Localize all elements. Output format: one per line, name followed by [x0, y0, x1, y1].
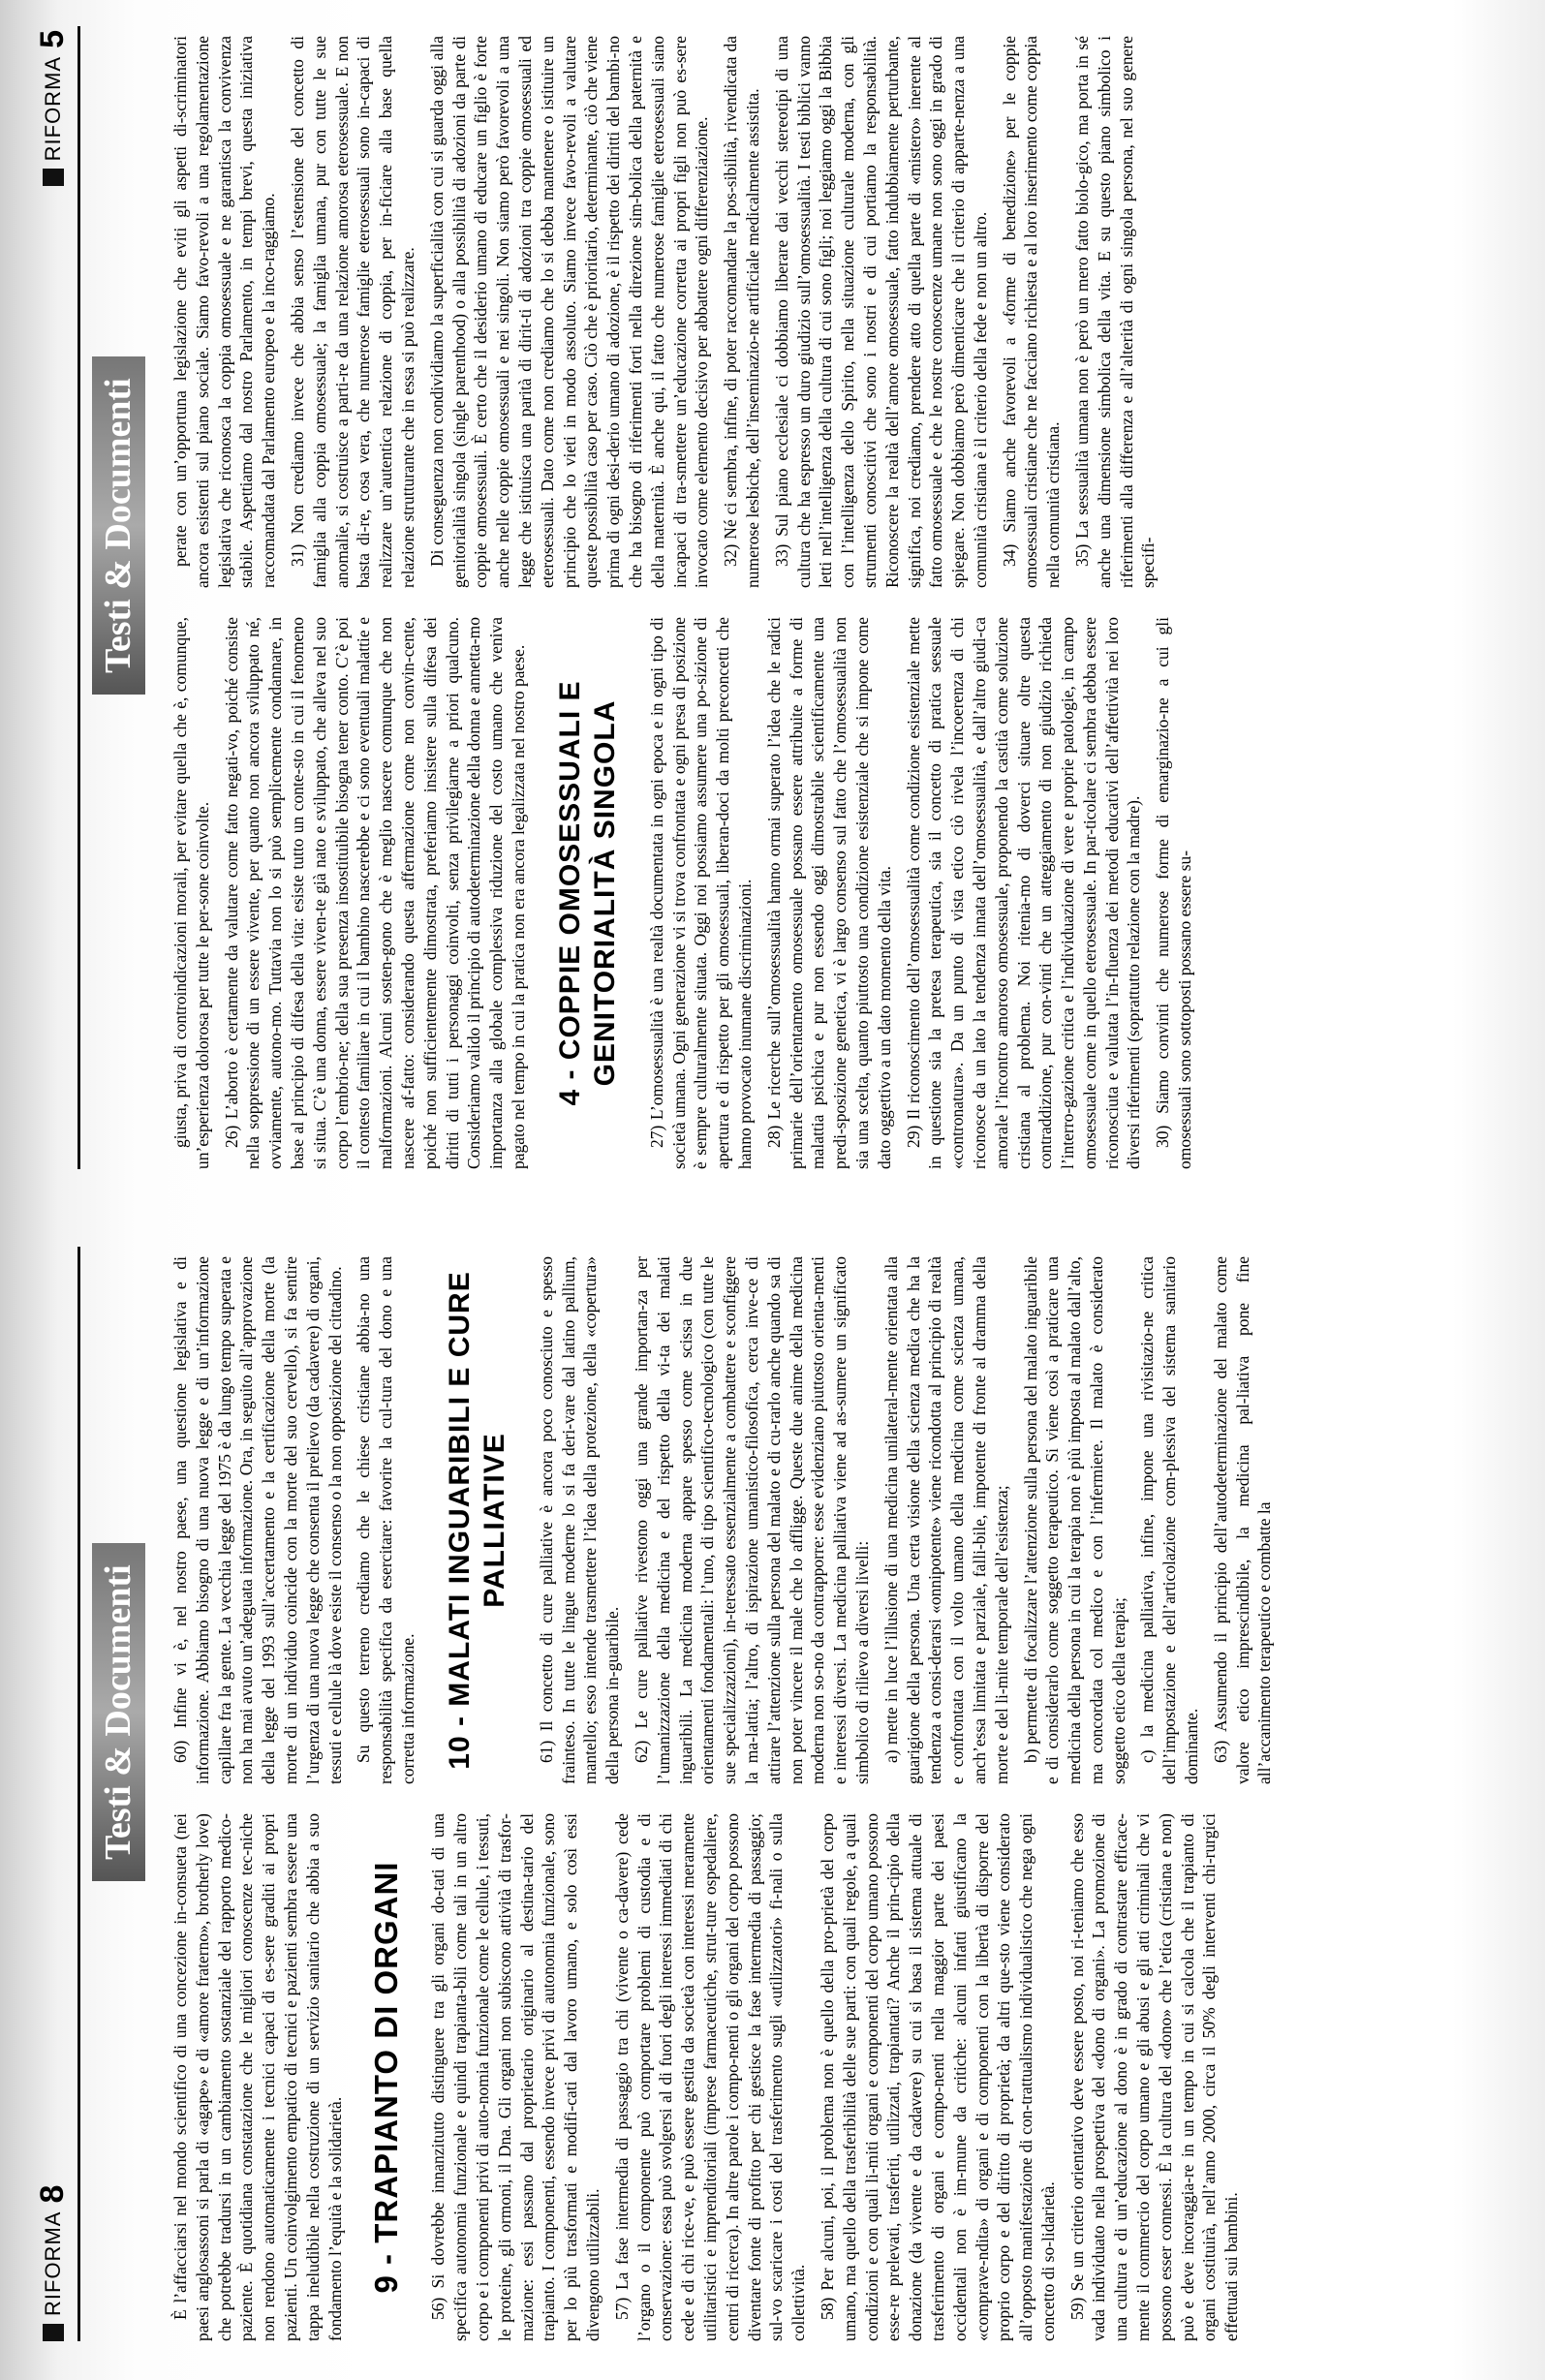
paragraph: È l’affacciarsi nel mondo scientifico di una concezione in-consueta (nei paesi anglosassoni si parla di «agape» e di «amore fraterno», brotherly love) che potrebbe tradursi in un cambiamento sostanziale del rapporto medico-paziente. È quotidiana constatazione che le migliori conoscenze tec-niche non rendono automaticamente i tecnici capaci di es-sere graditi ai propri pazienti. Un coinvolgimento empatico di tecnici e pazienti sembra essere una tappa ineludibile nella costruzione di un servizio sanitario che abbia a suo fondamento l’equità e la solidarietà. [170, 1813, 345, 2341]
paragraph: 57) La fase intermedia di passaggio tra chi (vivente o ca-davere) cede l’organo o il componente può comportare problemi di custodia e di conservazione: essa può svolgersi al di fuori degli interessi immediati di chi cede e di chi rice-ve, e può essere gestita da società con interessi meramente utilitaristici e imprenditoriali (imprese farmaceutiche, strut-ture ospedaliere, centri di ricerca). In altre parole i compo-nenti o gli organi del corpo possono diventare fonte di profitto per chi gestisce la fase intermedia di passaggio; sul-vo scaricare i costi del trasferimento sugli «utilizzatori» fi-nali o sulla collettività. [611, 1813, 809, 2341]
paragraph: b) permette di focalizzare l’attenzione sulla persona del malato inguaribile e di considerarlo come soggetto terapeutico. Si viene così a praticare una medicina della persona in cui la terapia non è più imposta al malato dall’alto, ma concordata col medico e con l’infermiere. Il malato è considerato soggetto etico della terapia; [1020, 1256, 1128, 1784]
paragraph: 56) Si dovrebbe innanzitutto distinguere tra gli organi do-tati di una specifica autonomia funzionale e quindi trapianta-bili come tali in un altro corpo e i componenti privi di auto-nomia funzionale come le cellule, i tessuti, le proteine, gli ormoni, il Dna. Gli organi non subiscono attività di trasfor-mazione: essi passano dal proprietario originario al destina-tario del trapianto. I componenti, essendo invece privi di autonomia funzionale, sono per lo più trasformati e modifi-cati dal lavoro umano, e solo così essi divengono utilizzabili. [428, 1813, 603, 2341]
paragraph: perate con un’opportuna legislazione che eviti gli aspetti di-scriminatori ancora esistenti sul piano sociale. Siamo favo-revoli a una regolamentazione legislativa che riconosca la coppia omosessuale e ne garantisca la convivenza stabile. Aspettiamo dal nostro Parlamento, in tempi brevi, questa iniziativa raccomandata dal Parlamento europeo e la inco-raggiamo. [170, 36, 279, 588]
paragraph: 28) Le ricerche sull’omosessualità hanno ormai superato l’idea che le radici primarie dell’orientamento omosessuale possano essere attribuite a forme di malattia psichica e pur non essendo oggi dimostrabile scientificamente una predi-sposizione genetica, vi è largo consenso sul fatto che l’omosessualità non sia una scelta, quanto piuttosto una condizione esistenziale che si impone come dato oggettivo a un dato momento della vita. [763, 617, 894, 1169]
paragraph: 29) Il riconoscimento dell’omosessualità come condizione esistenziale mette in questione sia la pretesa terapeutica, sia il concetto di pratica sessuale «contronatura». Da un punto di vista etico ciò rivela l’incoerenza di chi riconosce da un lato la tendenza innata dell’omosessualità, e dall’altro giudi-ca amorale l’incontro amoroso omosessuale, proponendo la castità come soluzione cristiana al problema. Noi ritenia-mo di doverci situare oltre questa contraddizione, pur con-vinti che un atteggiamento di non giudizio richieda l’interro-gazione critica e l’individuazione di vere e proprie patologie, in campo omosessuale come in quello eterosessuale. In par-ticolare ci sembra debba essere riconosciuta e valutata l’in-fluenza dei metodi educativi dell’affettività nei loro diversi riferimenti (soprattutto relazione con la madre). [903, 617, 1144, 1169]
paragraph: 31) Non crediamo invece che abbia senso l’estensione del concetto di famiglia alla coppia omosessuale; la famiglia umana, pur con tutte le sue anomalie, si costruisce a parti-re da una relazione amorosa eterosessuale. E non basta di-re, cosa vera, che numerose famiglie eterosessuali sono in-capaci di realizzare un’autentica relazione di coppia, per in-ficiare alla base quella relazione strutturante che in essa si può realizzare. [287, 36, 417, 588]
section-heading-10: 10 - MALATI INGUARIBILI E CURE PALLIATIVE [443, 1271, 510, 1770]
paragraph: 60) Infine vi è, nel nostro paese, una questione legislativa e di informazione. Abbiamo bisogno di una nuova legge e di un’informazione capillare fra la gente. La vecchia legge del 1975 è da lungo tempo superata e non ha mai avuto un’adeguata informazione. Ora, in seguito all’approvazione della legge del 1993 sull’accertamento e la certificazione della morte (la morte di un individuo coincide con la morte del suo cervello), si fa sentire l’urgenza di una nuova legge che consenta il prelievo (da cadavere) di organi, tessuti e cellule là dove esiste il consenso o la non opposizione del cittadino. [170, 1256, 345, 1784]
column-right-2 [170, 36, 1159, 588]
section-heading-4: 4 - COPPIE OMOSESSUALI E GENITORIALITÀ SINGOLA [553, 680, 621, 1106]
paragraph: a) mette in luce l’illusione di una medicina unilateral-mente orientata alla guarigione della persona. Una certa visione della scienza medica che ha la tendenza a consi-derarsi «onnipotente» viene ricondotta al principio di realtà e confrontata con il volto umano della medicina come scienza umana, anch’essa limitata e parziale, falli-bile, impotente di fronte al dramma della morte e del li-mite temporale dell’esistenza; [881, 1256, 1011, 1784]
folio-label: RIFORMA [40, 55, 65, 162]
header-rule [77, 26, 80, 1169]
paragraph: 58) Per alcuni, poi, il problema non è quello della pro-prietà del corpo umano, ma quello della trasferibilità delle sue parti: con quali regole, a quali condizioni e con quali li-miti organi e componenti del corpo umano possono esse-re prelevati, trasferiti, utilizzati, trapiantati? Anche il prin-cipio della donazione (da vivente e da cadavere) su cui si basa il sistema attuale di trasferimento di organi e compo-nenti nella maggior parte dei paesi occidentali non è im-mune da critiche: alcuni infatti giustificano la «comprave-ndita» di organi e di componenti con la libertà di disporre del proprio corpo e del diritto di proprietà; da altri que-sto viene considerato all’opposto manifestazione di con-trattualismo individualistico che nega ogni concetto di so-lidarietà. [817, 1813, 1058, 2341]
paragraph: giusta, priva di controindicazioni morali, per evitare quella che è, comunque, un’esperienza dolorosa per tutte le per-sone coinvolte. [170, 617, 212, 1169]
paragraph: c) la medicina palliativa, infine, impone una rivisitazio-ne critica dell’impostazione e dell’articolazione com-plessiva del sistema sanitario dominante. [1137, 1256, 1202, 1784]
paragraph: 59) Se un criterio orientativo deve essere posto, noi ri-teniamo che esso vada individuato nella prospettiva del «dono di organi». La promozione di una cultura e di un’educazione al dono è in grado di contrastare efficace-mente il commercio del corpo umano e gli abusi e gli atti criminali che vi possono esser connessi. È la cultura del «dono» che l’etica (cristiana e non) può e deve incoraggia-re in un tempo in cui si calcola che il trapianto di organi costituirà, nell’anno 2000, circa il 50% degli interventi chi-rurgici effettuati sui bambini. [1066, 1813, 1242, 2341]
section-banner: Testi & Documenti [92, 1543, 145, 1881]
paragraph: Di conseguenza non condividiamo la superficialità con cui si guarda oggi alla genitorialità singola (single parenthood) o alla possibilità di adozioni da parte di coppie omosessuali. È certo che il desiderio umano di educare un figlio è forte anche nelle coppie omosessuali e nei singoli. Non siamo però favorevoli a una legge che istituisca una parità di dirit-ti di adozioni tra coppie omosessuali ed eterosessuali. Dato come non crediamo che lo si debba mantenere o istituire un principio che lo vieti in modo assoluto. Siamo invece favo-revoli a valutare queste possibilità caso per caso. Ciò che è prioritario, determinante, ciò che viene prima di ogni desi-derio umano di adozione, è il rispetto dei diritti del bambi-no che ha bisogno di riferimenti forti nella direzione sim-bolica della paternità e della maternità. È anche qui, il fatto che numerose famiglie eterosessuali siano incapaci di tra-smettere un’educazione corretta ai propri figli non può es-sere invocato come elemento decisivo per abbattere ogni differenziazione. [426, 35, 712, 588]
folio-square-icon [43, 2324, 64, 2341]
page-folio-8 [34, 2184, 72, 2341]
section-heading-9: 9 - TRAPIANTO DI ORGANI [368, 1861, 405, 2294]
paragraph: 34) Siamo anche favorevoli a «forme di benedizione» per le coppie omosessuali cristiane che ne facciano richiesta e al loro inserimento come coppia nella comunità cristiana. [999, 36, 1064, 588]
folio-number: 5 [34, 29, 71, 48]
paragraph: 32) Né ci sembra, infine, di poter raccomandare la pos-sibilità, rivendicata da numerose lesbiche, dell’inseminazio-ne artificiale medicalmente assistita. [721, 36, 762, 588]
page-8 [0, 1227, 1545, 2380]
page-folio-5 [34, 29, 72, 186]
column-left-2 [170, 1256, 1276, 1784]
paragraph: 26) L’aborto è certamente da valutare come fatto negati-vo, poiché consiste nella soppressione di un essere vivente, per quanto non ancora sviluppato né, ovviamente, autono-mo. Tuttavia non lo si può semplicemente condannare, in base al principio di difesa della vita: esiste tutto un conte-sto in cui il fenomeno si situa. C’è una donna, essere viven-te già nato e sviluppato, che alleva nel suo corpo l’embrio-ne; della sua presenza insostituibile bisogna tener conto. C’è poi il contesto familiare in cui il bambino nascerebbe e ci sono eventuali malattie e malformazioni. Alcuni sosten-gono che è meglio nascere comunque che non nascere af-fatto: considerando questa affermazione come non convin-cente, poiché non sufficientemente dimostrata, preferiamo insistere sulla difesa dei diritti di tutti i personaggi coinvolti, senza privilegiarne a priori qualcuno. Consideriamo valido il principio di autodeterminazione della donna e annetta-mo importanza alla globale complessiva riduzione del costo umano che veniva pagato nel tempo in cui la pratica non era ancora legalizzata nel nostro paese. [221, 617, 528, 1169]
header-rule [77, 1247, 80, 2341]
folio-label: RIFORMA [40, 2210, 65, 2316]
paragraph: 62) Le cure palliative rivestono oggi una grande importan-za per l’umanizzazione della medicina e del rispetto della vi-ta dei malati inguaribili. La medicina moderna appare spesso come scissa in due orientamenti fondamentali: l’uno, di tipo scientifico-tecnologico (con tutte le sue specializzazioni), in-teressato essenzialmente a combattere e sconfiggere la ma-lattia; l’altro, di ispirazione umanistico-filosofica, cerca inve-ce di attirare l’attenzione sulla persona del malato e di cu-rarlo anche quando sa di non poter vincere il male che lo affligge. Queste due anime della medicina moderna non so-no da contrapporre: esse evidenziano piuttosto orienta-menti e interessi diversi. La medicina palliativa viene ad as-sumere un significato simbolico di rilievo a diversi livelli: [631, 1256, 872, 1784]
paragraph: 33) Sul piano ecclesiale ci dobbiamo liberare dai vecchi stereotipi di una cultura che ha espresso un duro giudizio sull’omosessualità. I testi biblici vanno letti nell’intelligenza della cultura di cui sono figli; noi leggiamo oggi la Bibbia con l’intelligenza dello Spirito, nella situazione culturale moderna, con gli strumenti conoscitivi che sono i nostri e di cui portiamo la responsabilità. Riconoscere la realtà dell’amore omosessuale, fatto indubbiamente perturbante, significa, noi crediamo, prendere atto di quella parte di «mistero» inerente al fatto omosessuale e che le nostre conoscenze umane non sono oggi in grado di spiegare. Non dobbiamo però dimenticare che il criterio di apparte-nenza a una comunità cristiana è il criterio della fede e non un altro. [771, 36, 990, 588]
paragraph: 61) Il concetto di cure palliative è ancora poco conosciuto e spesso frainteso. In tutte le lingue moderne lo si fa deri-vare dal latino pallium, mantello; esso intende trasmettere l’idea della protezione, della «copertura» della persona in-guaribile. [536, 1256, 623, 1784]
column-right-1 [170, 617, 1196, 1169]
page-5 [0, 0, 1545, 1189]
column-left-1 [170, 1813, 1243, 2341]
section-banner: Testi & Documenti [92, 356, 145, 695]
folio-square-icon [43, 169, 64, 186]
paragraph: Su questo terreno crediamo che le chiese cristiane abbia-no una responsabilità specifica da esercitare: favorire la cul-tura del dono e una corretta informazione. [354, 1256, 417, 1784]
folio-number: 8 [34, 2183, 71, 2204]
paragraph: 30) Siamo convinti che numerose forme di emarginazio-ne a cui gli omosessuali sono sottoposti possano essere su- [1153, 617, 1195, 1169]
paragraph: 35) La sessualità umana non è però un mero fatto biolo-gico, ma porta in sé anche una dimensione simbolica della vita. E su questo piano simbolico i riferimenti alla differenza e all’alterità di ogni singola persona, nel suo genere specifi- [1072, 36, 1159, 588]
paragraph: 27) L’omosessualità è una realtà documentata in ogni epoca e in ogni tipo di società umana. Ogni generazione vi si trova confrontata e ogni presa di posizione è sempre culturalmente situata. Oggi noi possiamo assumere una po-sizione di apertura e di rispetto per gli omosessuali, liberan-doci da molti preconcetti che hanno provocato inumane discriminazioni. [646, 617, 755, 1169]
paragraph: 63) Assumendo il principio dell’autodeterminazione del malato come valore etico imprescindibile, la medicina pal-liativa pone fine all’accanimento terapeutico e combatte la [1210, 1256, 1275, 1784]
